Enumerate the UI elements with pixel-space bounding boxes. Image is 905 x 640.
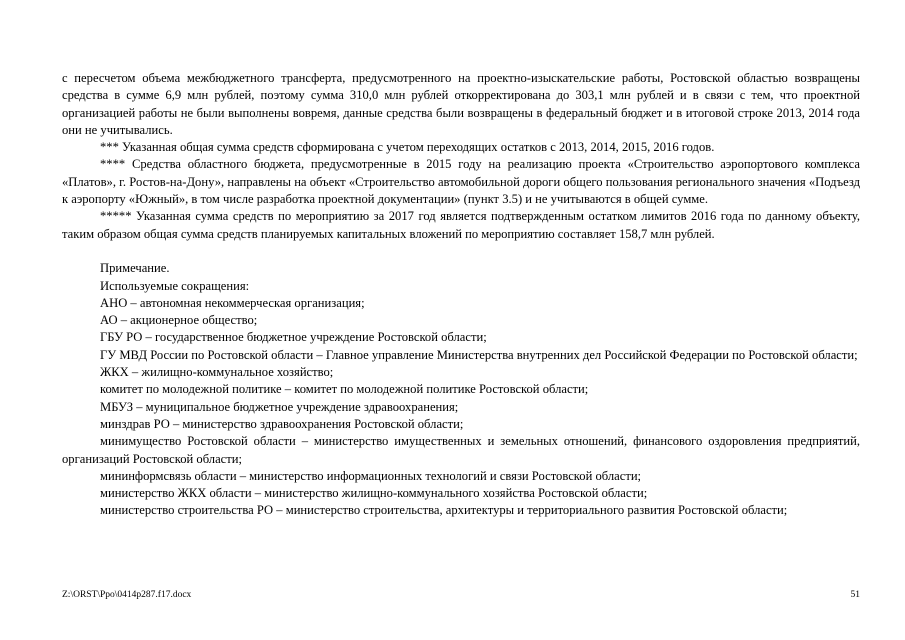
- page-footer: [62, 588, 860, 602]
- page-number: 51: [850, 590, 860, 600]
- note-subtitle: Используемые сокращения:: [100, 278, 250, 293]
- abbreviation-item: ЖКХ – жилищно-коммунальное хозяйство;: [100, 365, 334, 380]
- paragraph-continuation: с пересчетом объема межбюджетного трансферта, предусмотренного на проектно-изыскательские работы, Ростовской областью возвращены средства в сумме 6,9 млн рублей, поэтому сумма 310,0 млн рублей откорректирована до 303,1 млн рублей и в связи с тем, что проектной организацией работы не были выполнены вовремя, данные средства были возвращены в федеральный бюджет и в итоговой строке 2013, 2014 года они не учитывались.: [62, 71, 860, 137]
- abbreviation-item: минимущество Ростовской области – министерство имущественных и земельных отношений, финансового оздоровления предприятий, организаций Ростовской области;: [62, 434, 860, 466]
- footnote-quad-asterisk: **** Средства областного бюджета, предусмотренные в 2015 году на реализацию проекта «Строительство аэропортового комплекса «Платов», г. Ростов-на-Дону», направлены на объект «Строительство автомобильной дороги общего пользования регионального значения «Подъезд к аэропорту «Южный», в том числе разработка проектной документации» (пункт 3.5) и не учитываются в общей сумме.: [62, 157, 860, 207]
- abbreviation-item: минздрав РО – министерство здравоохранения Ростовской области;: [100, 416, 464, 431]
- abbreviation-item: ГБУ РО – государственное бюджетное учреждение Ростовской области;: [100, 330, 487, 345]
- file-path: Z:\ORST\Ppo\0414p287.f17.docx: [62, 590, 192, 600]
- abbreviation-item: мининформсвязь области – министерство информационных технологий и связи Ростовской области;: [100, 468, 642, 483]
- abbreviation-item: АНО – автономная некоммерческая организация;: [100, 295, 365, 310]
- spacer: [62, 243, 860, 260]
- abbreviation-item: министерство ЖКХ области – министерство жилищно-коммунального хозяйства Ростовской области;: [100, 486, 648, 501]
- footnote-triple-asterisk: *** Указанная общая сумма средств сформирована с учетом переходящих остатков с 2013, 2014, 2015, 2016 годов.: [100, 140, 715, 155]
- abbreviation-item: ГУ МВД России по Ростовской области – Главное управление Министерства внутренних дел Российской Федерации по Ростовской области;: [100, 347, 858, 362]
- footnote-five-asterisk: ***** Указанная сумма средств по мероприятию за 2017 год является подтвержденным остатком лимитов 2016 года по данному объекту, таким образом общая сумма средств планируемых капитальных вложений по мероприятию составляет 158,7 млн рублей.: [62, 209, 860, 241]
- abbreviation-item: министерство строительства РО – министерство строительства, архитектуры и территориального развития Ростовской области;: [100, 503, 788, 518]
- abbreviation-item: МБУЗ – муниципальное бюджетное учреждение здравоохранения;: [100, 399, 459, 414]
- document-body: [62, 70, 860, 520]
- abbreviation-item: комитет по молодежной политике – комитет по молодежной политике Ростовской области;: [100, 382, 589, 397]
- abbreviation-item: АО – акционерное общество;: [100, 313, 258, 328]
- note-title: Примечание.: [100, 261, 170, 276]
